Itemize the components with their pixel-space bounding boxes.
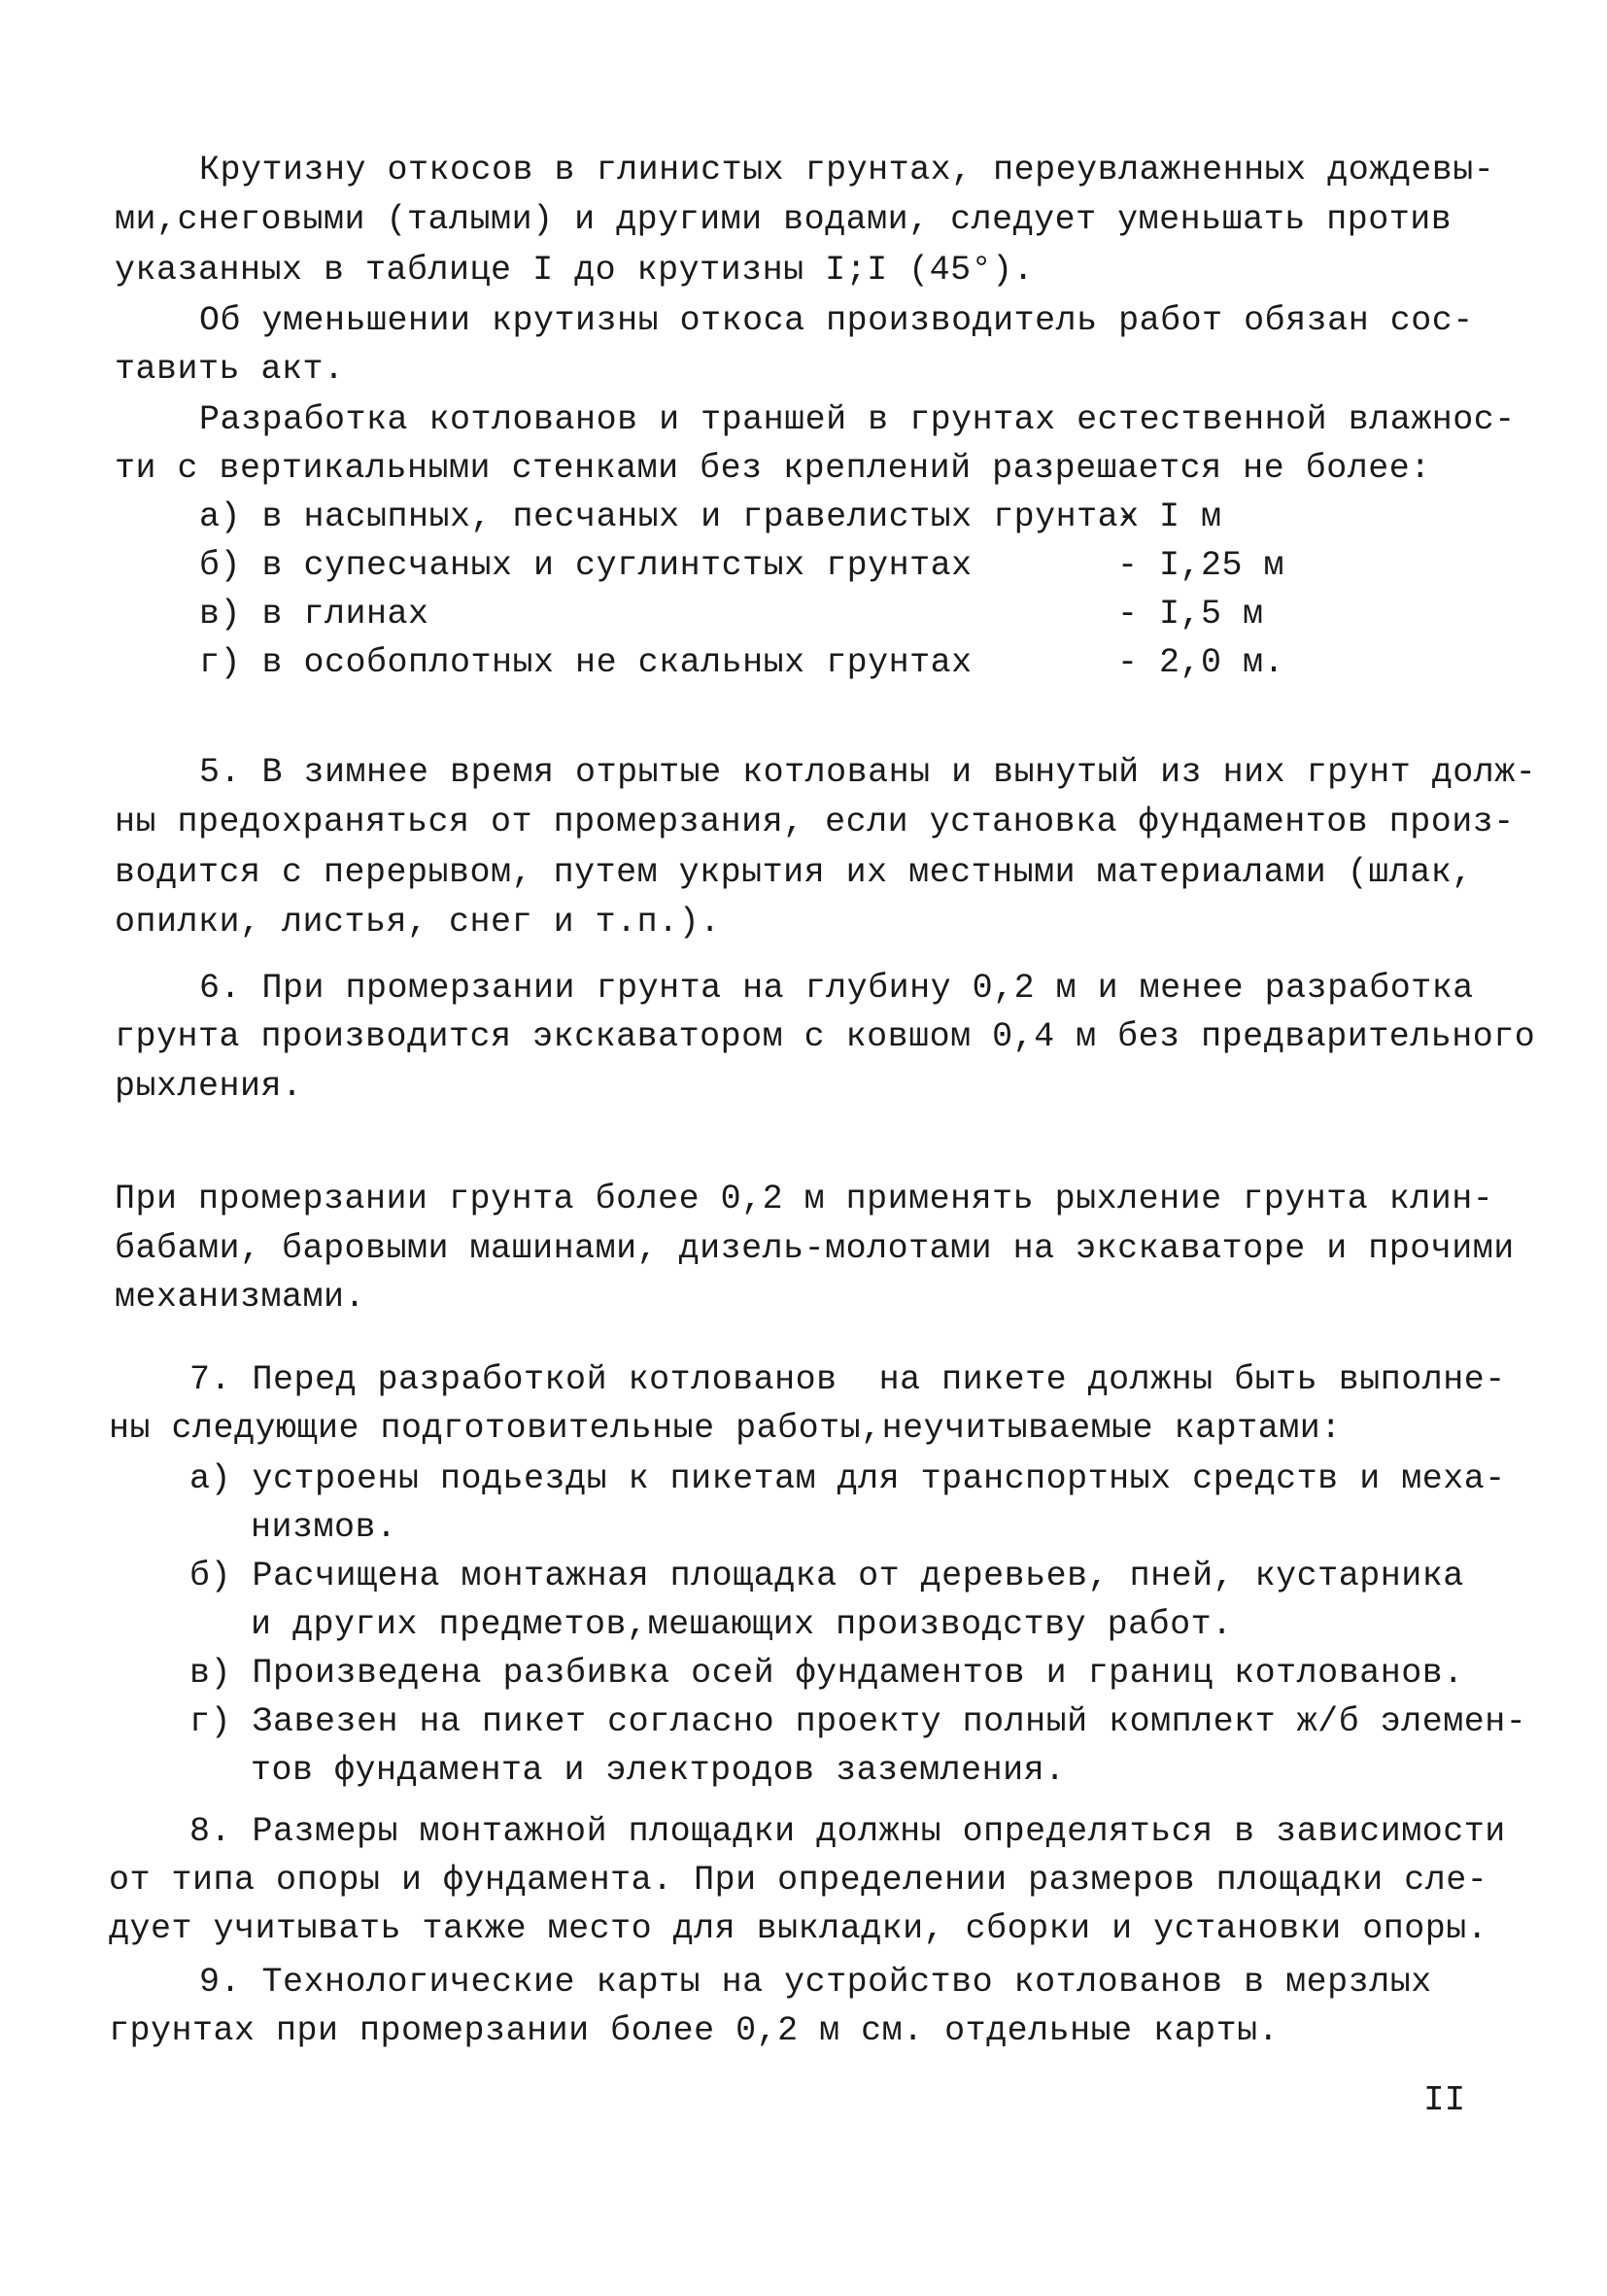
prep-item-c-line-1: в) Произведена разбивка осей фундаментов и границ котлованов. [189, 1654, 1464, 1693]
item5-line-1: 5. В зимнее время отрытые котлованы и вынутый из них грунт долж- [199, 753, 1537, 792]
prep-item-a-line-1: а) устроены подьезды к пикетам для транспортных средств и меха- [189, 1459, 1506, 1498]
prep-item-b-line-1: б) Расчищена монтажная площадка от деревьев, пней, кустарника [189, 1557, 1464, 1595]
item8-line-2: от типа опоры и фундамента. При определении размеров площадки сле- [109, 1861, 1488, 1900]
frost-line-1: При промерзании грунта более 0,2 м применять рыхление грунта клин- [115, 1180, 1494, 1218]
slope-line-2: ми,снеговыми (талыми) и другими водами, следует уменьшать против [115, 200, 1453, 239]
prep-item-a-line-2: низмов. [251, 1508, 397, 1547]
page-number: II [1423, 2080, 1466, 2120]
item8-line-3: дует учитывать также место для выкладки, сборки и установки опоры. [109, 1909, 1488, 1948]
slope-line-1: Крутизну откосов в глинистых грунтах, переувлажненных дождевы- [199, 151, 1495, 189]
soil-item-b-label: б) в супесчаных и суглинтстых грунтах [199, 546, 973, 585]
prep-item-d-line-2: тов фундамента и электродов заземления. [251, 1751, 1066, 1790]
dig-line-1: Разработка котлованов и траншей в грунтах естественной влажнос- [199, 400, 1516, 439]
item5-line-3: водится с перерывом, путем укрытия их местными материалами (шлак, [115, 853, 1473, 892]
item5-line-4: опилки, листья, снег и т.п.). [115, 903, 721, 942]
item9-line-2: грунтах при промерзании более 0,2 м см. отдельные карты. [109, 2011, 1280, 2050]
act-line-2: тавить акт. [115, 350, 345, 389]
soil-item-d-label: г) в особоплотных не скальных грунтах [199, 643, 973, 682]
item5-line-2: ны предохраняться от промерзания, если установка фундаментов произ- [115, 803, 1515, 841]
item6-line-3: рыхления. [115, 1067, 303, 1106]
slope-line-3: указанных в таблице I до крутизны I;I (45°). [115, 251, 1035, 290]
soil-item-a-value: - I м [1117, 497, 1222, 536]
soil-item-a-label: а) в насыпных, песчаных и гравелистых грунтах [199, 497, 1140, 536]
soil-item-d-value: - 2,0 м. [1117, 643, 1285, 682]
item6-line-2: грунта производится экскаватором с ковшом 0,4 м без предварительного [115, 1017, 1536, 1056]
item8-line-1: 8. Размеры монтажной площадки должны определяться в зависимости [189, 1812, 1506, 1851]
item6-line-1: 6. При промерзании грунта на глубину 0,2 м и менее разработка [199, 969, 1474, 1008]
frost-line-2: бабами, баровыми машинами, дизель-молотами на экскаваторе и прочими [115, 1229, 1515, 1268]
item7-line-1: 7. Перед разработкой котлованов на пикете должны быть выполне- [189, 1360, 1506, 1399]
soil-item-b-value: - I,25 м [1117, 546, 1285, 585]
act-line-1: Об уменьшении крутизны откоса производитель работ обязан сос- [199, 301, 1474, 340]
dig-line-2: ти с вертикальными стенками без креплений разрешается не более: [115, 449, 1431, 488]
item9-line-1: 9. Технологические карты на устройство котлованов в мерзлых [199, 1963, 1432, 2002]
prep-item-d-line-1: г) Завезен на пикет согласно проекту полный комплект ж/б элемен- [189, 1702, 1527, 1741]
frost-line-3: механизмами. [115, 1278, 366, 1317]
item7-line-2: ны следующие подготовительные работы,неучитываемые картами: [109, 1409, 1342, 1448]
soil-item-c-label: в) в глинах [199, 595, 429, 634]
soil-item-c-value: - I,5 м [1117, 595, 1264, 634]
prep-item-b-line-2: и других предметов,мешающих производству работ. [251, 1605, 1233, 1644]
